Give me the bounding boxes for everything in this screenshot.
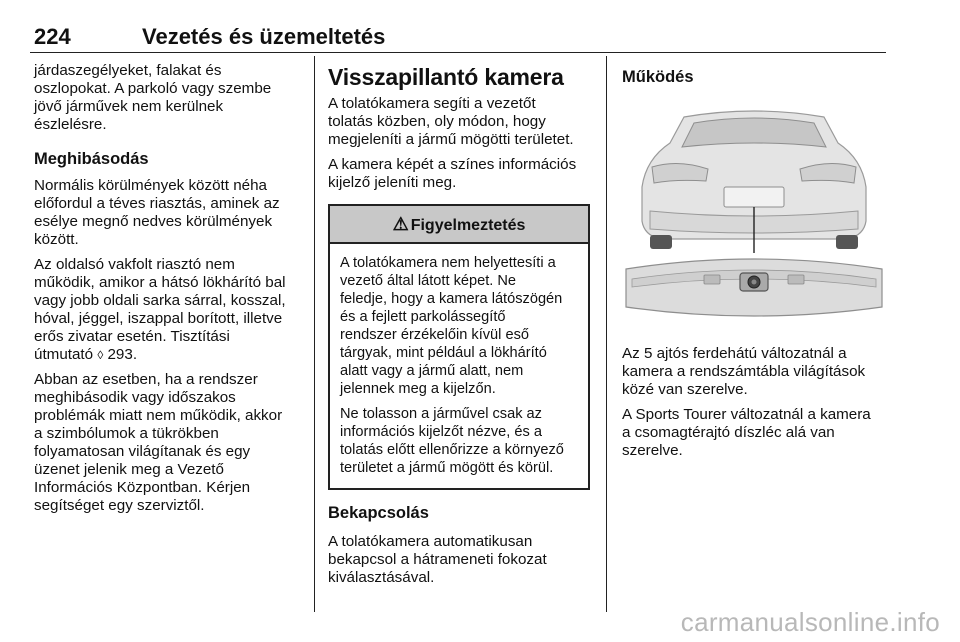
text-line: jövő járművek nem kerülnek [34, 98, 224, 115]
page-number: 224 [34, 24, 71, 49]
warning-box [328, 204, 590, 490]
text-line: Normális körülmények között néha [34, 177, 267, 194]
operation-heading: Működés [622, 68, 694, 86]
warning-triangle-icon: ⚠ [392, 214, 409, 234]
column-3 [622, 62, 888, 467]
text-line: Abban az esetben, ha a rendszer [34, 371, 258, 388]
fault-paragraph-2 [34, 256, 302, 364]
hatchback-paragraph [622, 345, 888, 399]
text-line: és a fejlett parkolássegítő [340, 309, 506, 325]
text-line: kamera a rendszámtábla világítások [622, 363, 866, 380]
text-line: tolatás közben, oly módon, hogy [328, 113, 546, 130]
column-2 [328, 62, 592, 594]
intro-paragraph [34, 62, 302, 134]
warning-header [330, 206, 588, 244]
reference-arrow-icon: ◊ [97, 348, 104, 362]
text-line: meghibásodik vagy időszakos [34, 389, 236, 406]
column-divider [606, 56, 607, 612]
text-line: üzenet jelenik meg a Vezető [34, 461, 224, 478]
chapter-title: Vezetés és üzemeltetés [142, 24, 386, 49]
text-line: tárgyak, mint például a lökhárító [340, 345, 547, 361]
text-line: területet a jármű mögött és körül. [340, 460, 554, 476]
text-line: bekapcsol a hátrameneti fokozat [328, 551, 547, 568]
text-line: A tolatókamera segíti a vezetőt [328, 95, 536, 112]
text-line: között. [34, 231, 79, 248]
text-line: hóval, jéggel, iszappal borított, illetve [34, 310, 283, 327]
text-line: Információs Központban. Kérjen [34, 479, 251, 496]
camera-intro-paragraph [328, 95, 592, 149]
fault-paragraph-1 [34, 177, 302, 249]
text-line: alatt vagy a jármű alatt, nem [340, 363, 524, 379]
text-line: kiválasztásával. [328, 569, 435, 586]
watermark: carmanualsonline.info [680, 607, 940, 637]
text-line: A kamera képét a színes információs [328, 156, 577, 173]
fault-paragraph-3 [34, 371, 302, 515]
text-line: segítséget egy szerviztől. [34, 497, 205, 514]
text-line: vezető által látott képet. Ne [340, 273, 517, 289]
text-line: A tolatókamera automatikusan [328, 533, 533, 550]
text-line: észlelésre. [34, 116, 107, 133]
switch-on-heading: Bekapcsolás [328, 504, 429, 522]
page-header [30, 22, 886, 53]
switch-on-paragraph [328, 533, 592, 587]
car-rear-drawing [622, 103, 886, 335]
text-line: A tolatókamera nem helyettesíti a [340, 255, 556, 271]
reference-prefix: útmutató [34, 346, 98, 363]
section-title: Visszapillantó kamera [328, 64, 564, 90]
text-line: kijelző jeleníti meg. [328, 174, 457, 191]
column-divider [314, 56, 315, 612]
text-line: Ne tolasson a járművel csak az [340, 406, 542, 422]
text-line: erős zivatar esetén. Tisztítási [34, 328, 230, 345]
text-line: előfordul a téves riasztás, aminek az [34, 195, 280, 212]
text-line: esélye megnő nedves körülmények [34, 213, 273, 230]
warning-paragraph-2 [340, 405, 578, 477]
text-line: tolatás előtt ellenőrizze a környező [340, 442, 564, 458]
reference-page: 293. [103, 346, 138, 363]
warning-title: Figyelmeztetés [410, 217, 526, 234]
warning-body [330, 244, 588, 488]
column-1 [34, 62, 302, 522]
sports-tourer-paragraph [622, 406, 888, 460]
text-line: rendszer érzékelőin kívül eső [340, 327, 529, 343]
text-line: megjeleníti a jármű mögötti területet. [328, 131, 574, 148]
text-line: oszlopokat. A parkoló vagy szembe [34, 80, 272, 97]
text-line: közé van szerelve. [622, 381, 748, 398]
camera-display-paragraph [328, 156, 592, 192]
text-line: működik, amikor a hátsó lökhárító bal [34, 274, 286, 291]
text-line: információs kijelzőt nézve, és a [340, 424, 542, 440]
text-line: szerelve. [622, 442, 683, 459]
text-line: jelennek meg a kijelzőn. [340, 381, 496, 397]
fault-heading: Meghibásodás [34, 150, 149, 168]
text-line: a csomagtérajtó díszléc alá van [622, 424, 835, 441]
page-reference[interactable] [34, 346, 302, 364]
text-line: Az 5 ajtós ferdehátú változatnál a [622, 345, 847, 362]
text-line: a szimbólumok a tükrökben [34, 425, 219, 442]
rear-camera-illustration [622, 103, 886, 335]
text-line: problémák miatt nem működik, akkor [34, 407, 283, 424]
text-line: járdaszegélyeket, falakat és [34, 62, 222, 79]
text-line: vagy jobb oldali sarka sárral, kosszal, [34, 292, 286, 309]
text-line: A Sports Tourer változatnál a kamera [622, 406, 871, 423]
text-line: Az oldalsó vakfolt riasztó nem [34, 256, 235, 273]
text-line: folyamatosan világítanak és egy [34, 443, 251, 460]
warning-paragraph-1 [340, 254, 578, 398]
text-line: feledje, hogy a kamera látószögén [340, 291, 563, 307]
